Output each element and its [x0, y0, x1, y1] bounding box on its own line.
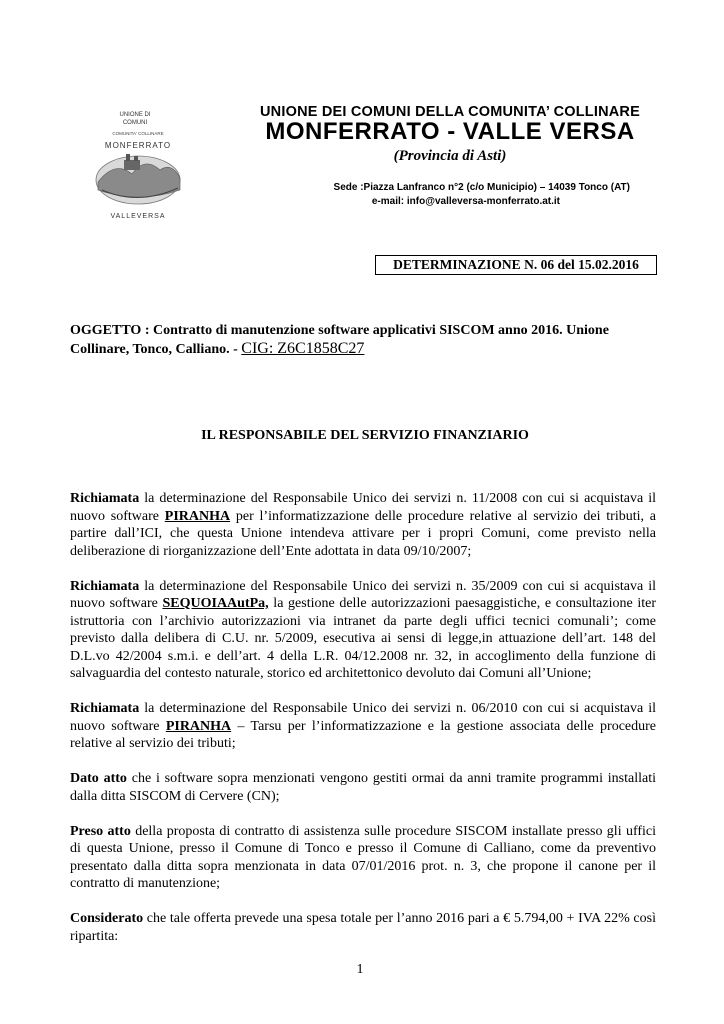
section-heading: IL RESPONSABILE DEL SERVIZIO FINANZIARIO	[201, 428, 529, 443]
cig-code: CIG: Z6C1858C27	[241, 340, 365, 357]
paragraph	[70, 578, 656, 683]
logo-line2: COMUNI	[122, 120, 148, 126]
subject-block	[70, 322, 660, 359]
paragraph	[70, 823, 656, 893]
organization-name: UNIONE DEI COMUNI DELLA COMUNITA’ COLLINARE	[260, 104, 640, 120]
paragraph-lead: Considerato	[70, 911, 144, 926]
subject-text: OGGETTO : Contratto di manutenzione software applicativi SISCOM anno 2016. Unione Collinare, Tonco, Calliano. -	[70, 323, 609, 357]
paragraph-lead: Richiamata	[70, 578, 140, 594]
paragraph-text: la determinazione del Responsabile Unico dei servizi n. 06/2010 con cui si acquistava il nuovo software	[70, 701, 656, 734]
paragraph-text: che i software sopra menzionati vengono gestiti ormai da anni tramite programmi installati dalla ditta SISCOM di Cervere (CN);	[70, 771, 656, 804]
address-line: Sede :Piazza Lanfranco n°2 (c/o Municipio) – 14039 Tonco (AT)	[333, 182, 630, 193]
union-logo	[80, 98, 200, 228]
organization-title: MONFERRATO - VALLE VERSA	[265, 118, 635, 145]
paragraph-text: che tale offerta prevede una spesa totale per l’anno 2016 pari a € 5.794,00 + IVA 22% così ripartita:	[70, 911, 656, 944]
paragraph-lead: Preso atto	[70, 823, 131, 839]
logo-name: MONFERRATO	[104, 141, 172, 150]
paragraph	[70, 490, 656, 560]
logo-arc-top: COMUNITA' COLLINARE	[112, 131, 164, 136]
paragraph-lead: Richiamata	[70, 701, 140, 716]
paragraph-text: per l’informatizzazione delle procedure relative al servizio dei tributi, a partire dall’ICI, che questa Unione intendeva attivare per i propri Comuni, come previsto nella deliberazione di riorganizzazione dell’Ente adottata in data 09/10/2007;	[70, 508, 656, 559]
paragraph-text: della proposta di contratto di assistenza sulle procedure SISCOM installate presso gli uffici di questa Unione, presso il Comune di Tonco e presso il Comune di Calliano, come da preventivo presentato dalla ditta sopra menzionata in data 07/01/2016 prot. n. 3, che propone il canone per il contratto di manutenzione;	[70, 823, 657, 891]
page-number: 1	[356, 962, 364, 977]
paragraph-text: la determinazione del Responsabile Unico dei servizi n. 11/2008 con cui si acquistava il nuovo software	[70, 491, 656, 524]
paragraph-lead: Richiamata	[70, 491, 140, 506]
logo-bottom: VALLEVERSA	[110, 213, 166, 220]
email-line: e-mail: info@valleversa-monferrato.at.it	[371, 196, 560, 207]
paragraph-lead: Dato atto	[70, 771, 127, 786]
document-body	[70, 490, 656, 963]
paragraph	[70, 910, 656, 945]
logo-line1: UNIONE DI	[119, 112, 151, 118]
determination-number-box: DETERMINAZIONE N. 06 del 15.02.2016	[375, 255, 657, 275]
paragraph-text: la determinazione del Responsabile Unico dei servizi n. 35/2009 con cui si acquistava il nuovo software	[70, 578, 656, 611]
province-label: (Provincia di Asti)	[393, 148, 507, 164]
hills-emblem-icon	[80, 98, 200, 228]
paragraph-text: – Tarsu per l’informatizzazione e la gestione associata delle procedure relative al servizio dei tributi;	[70, 718, 656, 751]
paragraph-text: la gestione delle autorizzazioni paesaggistiche, e consultazione iter istruttoria con l’archivio autorizzazioni via intranet da parte degli uffici tecnici comunali’; come previsto dalla delibera di C.U. nr. 5/2009, esecutiva ai sensi di legge,in attuazione dell’art. 148 del D.L.vo 42/2004 s.m.i. e dell’art. 4 della L.R. 04/12.2008 nr. 32, in accoglimento della funzione di salvaguardia del contesto naturale, storico ed architettonico devoluto dai Comuni all’Unione;	[70, 596, 657, 681]
paragraph	[70, 770, 656, 805]
software-name: SEQUOIAAutPa,	[162, 596, 269, 611]
software-name: PIRANHA	[164, 508, 231, 524]
software-name: PIRANHA	[165, 718, 232, 734]
paragraph	[70, 700, 656, 753]
